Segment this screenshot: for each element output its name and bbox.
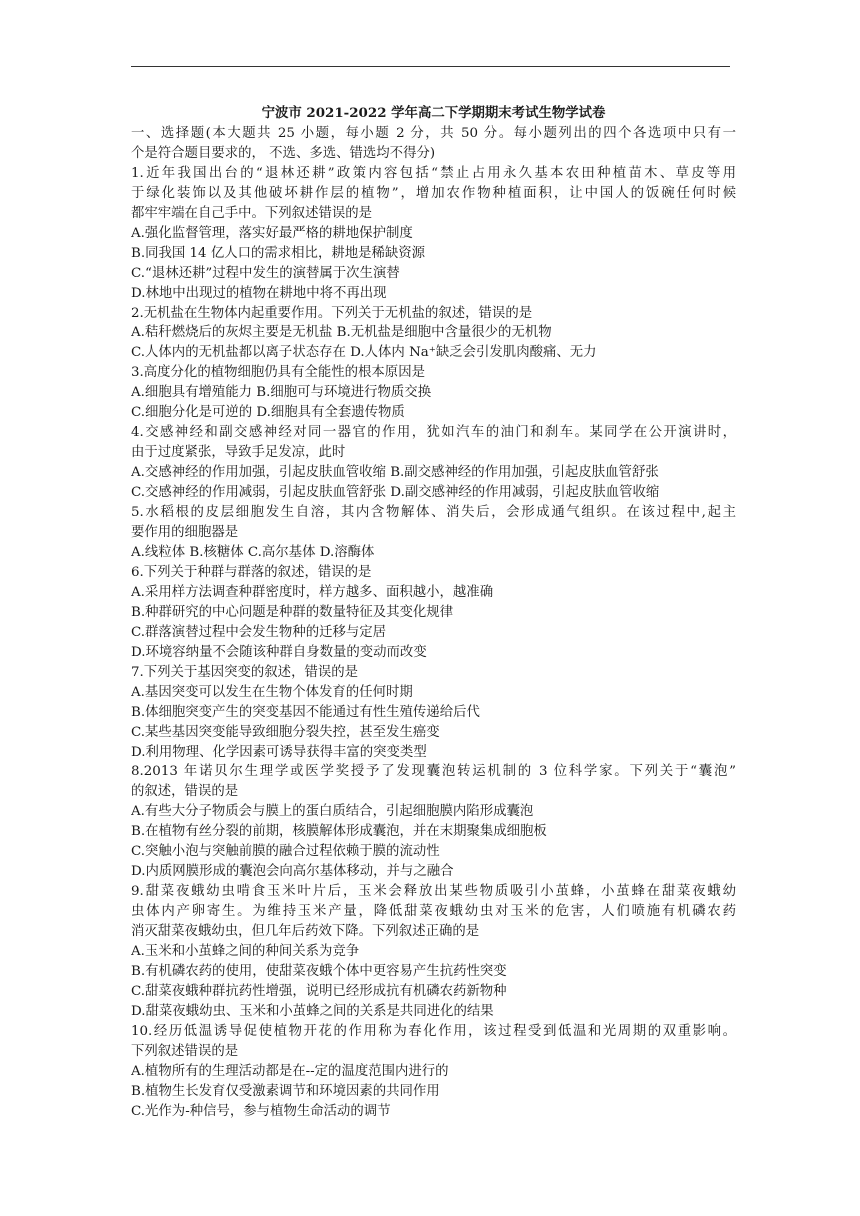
text-line: 下列叙述错误的是 <box>131 1043 239 1059</box>
text-line: A.细胞具有增殖能力 B.细胞可与环境进行物质交换 <box>131 385 432 401</box>
text-line: 消灭甜菜夜蛾幼虫，但几年后药效下降。下列叙述正确的是 <box>131 924 480 940</box>
text-line: D.林地中出现过的植物在耕地中将不再出现 <box>131 285 387 301</box>
text-line: 2.无机盐在生物体内起重要作用。下列关于无机盐的叙述，错误的是 <box>131 305 533 321</box>
text-line: 的叙述，错误的是 <box>131 784 239 800</box>
text-line: 都牢牢端在自己手中。下列叙述错误的是 <box>131 205 373 221</box>
text-line: A.采用样方法调查种群密度时，样方越多、面积越小，越准确 <box>131 584 494 600</box>
document-title: 宁波市 2021-2022 学年高二下学期期末考试生物学试卷 <box>261 105 606 121</box>
text-line: A.植物所有的生理活动都是在--定的温度范围内进行的 <box>131 1063 449 1079</box>
text-line: C.细胞分化是可逆的 D.细胞具有全套遗传物质 <box>131 405 405 421</box>
text-line: A.有些大分子物质会与膜上的蛋白质结合，引起细胞膜内陷形成囊泡 <box>131 804 534 820</box>
text-line: 1.近年我国出台的“退林还耕”政策内容包括“禁止占用永久基本农田种植苗木、草皮等用 <box>131 165 736 181</box>
text-line: C.光作为-种信号，参与植物生命活动的调节 <box>131 1103 391 1119</box>
text-line: A.强化监督管理，落实好最严格的耕地保护制度 <box>131 225 413 241</box>
text-line: 3.高度分化的植物细胞仍具有全能性的根本原因是 <box>131 365 425 381</box>
text-line: B.同我国 14 亿人口的需求相比，耕地是稀缺资源 <box>131 245 426 261</box>
exam-body <box>131 124 736 1122</box>
text-line: C.群落演替过程中会发生物种的迁移与定居 <box>131 624 387 640</box>
text-line: 5.水稻根的皮层细胞发生自溶，其内含物解体、消失后，会形成通气组织。在该过程中,起主 <box>131 505 736 521</box>
text-line: B.有机磷农药的使用，使甜菜夜蛾个体中更容易产生抗药性突变 <box>131 963 507 979</box>
text-line: 4.交感神经和副交感神经对同一器官的作用，犹如汽车的油门和刹车。某同学在公开演讲时， <box>131 425 736 441</box>
text-line: 由于过度紧张，导致手足发凉，此时 <box>131 445 346 461</box>
text-line: 于绿化装饰以及其他破坏耕作层的植物”，增加农作物种植面积，让中国人的饭碗任何时候 <box>131 185 736 201</box>
text-line: C.人体内的无机盐都以离子状态存在 D.人体内 Na⁺缺乏会引发肌肉酸痛、无力 <box>131 345 597 361</box>
text-line: A.交感神经的作用加强，引起皮肤血管收缩 B.副交感神经的作用加强，引起皮肤血管舒张 <box>131 465 659 481</box>
text-line: 8.2013 年诺贝尔生理学或医学奖授予了发现囊泡转运机制的 3 位科学家。下列关于“囊泡” <box>131 764 736 780</box>
text-line: A.玉米和小茧蜂之间的种间关系为竞争 <box>131 944 360 960</box>
text-line: B.种群研究的中心问题是种群的数量特征及其变化规律 <box>131 604 454 620</box>
exam-document <box>131 104 736 1122</box>
text-line: 10.经历低温诱导促使植物开花的作用称为春化作用，该过程受到低温和光周期的双重影响。 <box>131 1023 736 1039</box>
text-line: D.利用物理、化学因素可诱导获得丰富的突变类型 <box>131 744 427 760</box>
text-line: 7.下列关于基因突变的叙述，错误的是 <box>131 664 359 680</box>
text-line: 6.下列关于种群与群落的叙述，错误的是 <box>131 564 372 580</box>
text-line: A.基因突变可以发生在生物个体发育的任何时期 <box>131 684 413 700</box>
text-line: D.甜菜夜蛾幼虫、玉米和小茧蜂之间的关系是共同进化的结果 <box>131 1003 494 1019</box>
text-line: C.甜菜夜蛾种群抗药性增强，说明已经形成抗有机磷农药新物种 <box>131 983 507 999</box>
header-rule <box>131 66 730 67</box>
text-line: C.突触小泡与突触前膜的融合过程依赖于膜的流动性 <box>131 844 440 860</box>
text-line: 9.甜菜夜蛾幼虫啃食玉米叶片后，玉米会释放出某些物质吸引小茧蜂，小茧蜂在甜菜夜蛾幼 <box>131 884 736 900</box>
text-line: B.体细胞突变产生的突变基因不能通过有性生殖传递给后代 <box>131 704 480 720</box>
text-line: D.环境容纳量不会随该种群自身数量的变动而改变 <box>131 644 427 660</box>
text-line: 一、选择题(本大题共 25 小题，每小题 2 分，共 50 分。每小题列出的四个各选项中只有一 <box>131 125 736 141</box>
text-line: C.交感神经的作用减弱，引起皮肤血管舒张 D.副交感神经的作用减弱，引起皮肤血管收缩 <box>131 485 660 501</box>
text-line: 个是符合题目要求的， 不选、多选、错选均不得分) <box>131 145 436 161</box>
text-line: B.植物生长发育仅受激素调节和环境因素的共同作用 <box>131 1083 440 1099</box>
text-line: B.在植物有丝分裂的前期，核膜解体形成囊泡，并在末期聚集成细胞板 <box>131 824 547 840</box>
text-line: C.“退林还耕”过程中发生的演替属于次生演替 <box>131 265 400 281</box>
text-line: 要作用的细胞器是 <box>131 525 239 541</box>
text-line: 虫体内产卵寄生。为维持玉米产量，降低甜菜夜蛾幼虫对玉米的危害，人们喷施有机磷农药 <box>131 904 736 920</box>
text-line: A.线粒体 B.核糖体 C.高尔基体 D.溶酶体 <box>131 544 375 560</box>
text-line: C.某些基因突变能导致细胞分裂失控，甚至发生癌变 <box>131 724 440 740</box>
text-line: D.内质网膜形成的囊泡会向高尔基体移动，并与之融合 <box>131 864 454 880</box>
text-line: A.秸秆燃烧后的灰烬主要是无机盐 B.无机盐是细胞中含量很少的无机物 <box>131 325 552 341</box>
